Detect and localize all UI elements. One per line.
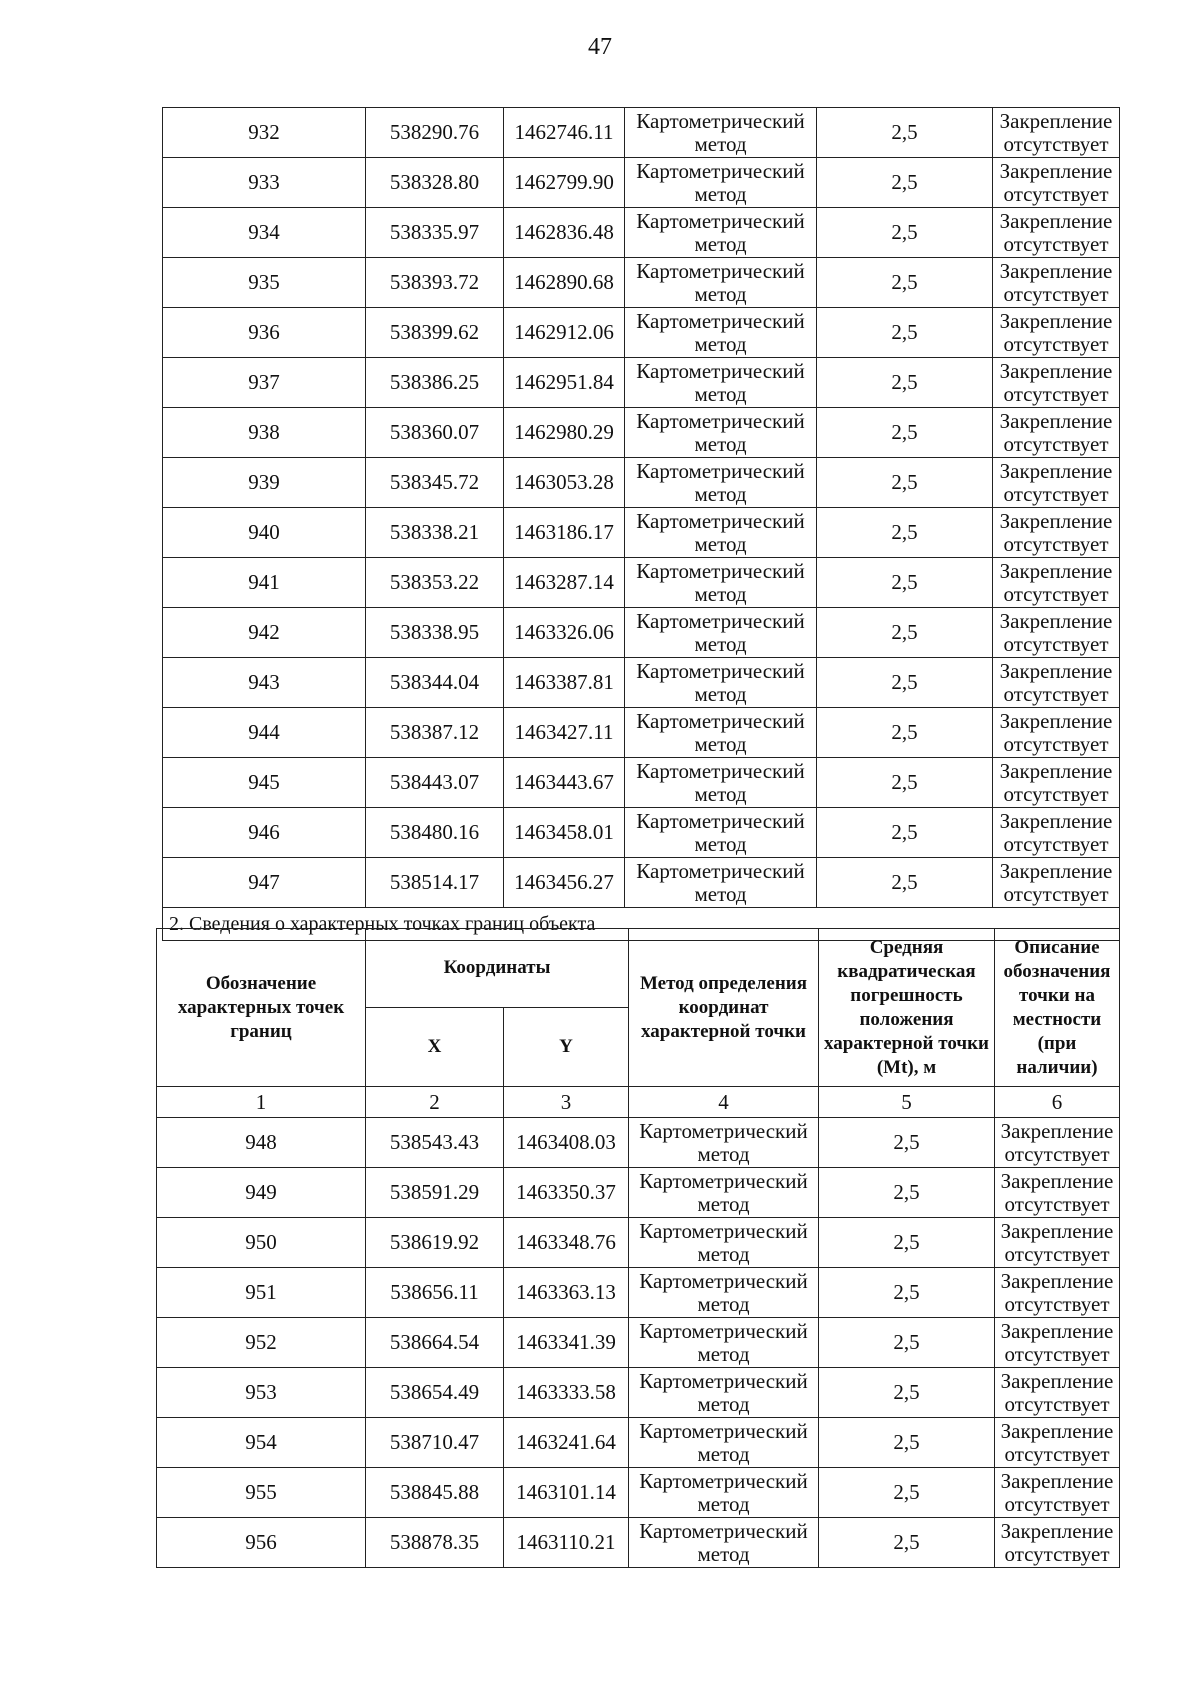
- error-value: 2,5: [817, 158, 993, 208]
- point-id: 941: [163, 558, 366, 608]
- method-line1: Картометрический: [636, 258, 805, 283]
- table-row: [163, 208, 1120, 258]
- table-row: [163, 858, 1120, 908]
- point-id: 954: [157, 1418, 366, 1468]
- table-row: [157, 1468, 1120, 1518]
- coord-x: 538386.25: [366, 358, 504, 408]
- description-line1: Закрепление: [999, 858, 1113, 883]
- method-cell: [625, 658, 817, 708]
- description-line1: Закрепление: [1000, 1118, 1114, 1143]
- point-id: 951: [157, 1268, 366, 1318]
- table-body-bottom: [157, 1118, 1120, 1568]
- error-value: 2,5: [817, 458, 993, 508]
- method-line2: метод: [694, 581, 747, 606]
- description-line2: отсутствует: [1004, 1491, 1110, 1516]
- description-line1: Закрепление: [999, 308, 1113, 333]
- method-line2: метод: [697, 1141, 750, 1166]
- header-error: Средняя квадратическая погрешность положения характерной точки (Mt), м: [819, 929, 995, 1087]
- error-value: 2,5: [819, 1368, 995, 1418]
- description-cell: [993, 608, 1120, 658]
- description-line1: Закрепление: [999, 458, 1113, 483]
- description-line2: отсутствует: [1004, 1341, 1110, 1366]
- error-value: 2,5: [819, 1468, 995, 1518]
- method-line2: метод: [697, 1341, 750, 1366]
- column-numbers-row: [157, 1087, 1120, 1118]
- description-line1: Закрепление: [999, 758, 1113, 783]
- error-value: 2,5: [819, 1318, 995, 1368]
- method-line2: метод: [694, 181, 747, 206]
- error-value: 2,5: [817, 308, 993, 358]
- column-number: 2: [366, 1087, 504, 1118]
- method-line2: метод: [694, 681, 747, 706]
- boundary-points-table-continued: [162, 107, 1120, 941]
- description-cell: [995, 1118, 1120, 1168]
- coord-x: 538360.07: [366, 408, 504, 458]
- coord-y: 1463053.28: [504, 458, 625, 508]
- coord-y: 1463287.14: [504, 558, 625, 608]
- coord-x: 538656.11: [366, 1268, 504, 1318]
- table-row: [163, 558, 1120, 608]
- point-id: 932: [163, 108, 366, 158]
- error-value: 2,5: [817, 758, 993, 808]
- description-line2: отсутствует: [1004, 1241, 1110, 1266]
- description-cell: [993, 208, 1120, 258]
- coord-x: 538710.47: [366, 1418, 504, 1468]
- point-id: 944: [163, 708, 366, 758]
- description-line1: Закрепление: [999, 508, 1113, 533]
- error-value: 2,5: [817, 108, 993, 158]
- error-value: 2,5: [819, 1268, 995, 1318]
- method-line1: Картометрический: [636, 508, 805, 533]
- description-line1: Закрепление: [999, 358, 1113, 383]
- description-cell: [993, 108, 1120, 158]
- coord-y: 1463186.17: [504, 508, 625, 558]
- method-cell: [625, 808, 817, 858]
- coord-y: 1462890.68: [504, 258, 625, 308]
- point-id: 956: [157, 1518, 366, 1568]
- table-row: [163, 358, 1120, 408]
- coord-y: 1463427.11: [504, 708, 625, 758]
- method-cell: [625, 258, 817, 308]
- method-line1: Картометрический: [639, 1118, 808, 1143]
- error-value: 2,5: [819, 1418, 995, 1468]
- error-value: 2,5: [819, 1118, 995, 1168]
- description-cell: [993, 408, 1120, 458]
- description-line1: Закрепление: [999, 258, 1113, 283]
- section-title: 2. Сведения о характерных точках границ объекта: [163, 908, 1120, 941]
- description-line1: Закрепление: [999, 208, 1113, 233]
- table-row: [163, 658, 1120, 708]
- table-row: [163, 408, 1120, 458]
- header-designation: Обозначение характерных точек границ: [157, 929, 366, 1087]
- coord-y: 1463456.27: [504, 858, 625, 908]
- error-value: 2,5: [817, 508, 993, 558]
- point-id: 953: [157, 1368, 366, 1418]
- column-number: 4: [629, 1087, 819, 1118]
- method-line1: Картометрический: [636, 158, 805, 183]
- coord-x: 538393.72: [366, 258, 504, 308]
- coord-x: 538664.54: [366, 1318, 504, 1368]
- coord-y: 1463408.03: [504, 1118, 629, 1168]
- method-line1: Картометрический: [639, 1268, 808, 1293]
- method-cell: [625, 308, 817, 358]
- table-row: [163, 758, 1120, 808]
- point-id: 938: [163, 408, 366, 458]
- column-number: 5: [819, 1087, 995, 1118]
- method-line2: метод: [694, 131, 747, 156]
- table-row: [163, 808, 1120, 858]
- method-line1: Картометрический: [639, 1418, 808, 1443]
- description-line2: отсутствует: [1004, 1541, 1110, 1566]
- method-line1: Картометрический: [636, 358, 805, 383]
- coord-y: 1463443.67: [504, 758, 625, 808]
- point-id: 937: [163, 358, 366, 408]
- coord-x: 538345.72: [366, 458, 504, 508]
- method-line2: метод: [697, 1191, 750, 1216]
- method-line2: метод: [697, 1241, 750, 1266]
- description-cell: [995, 1218, 1120, 1268]
- method-cell: [629, 1218, 819, 1268]
- method-cell: [629, 1468, 819, 1518]
- point-id: 934: [163, 208, 366, 258]
- point-id: 935: [163, 258, 366, 308]
- method-line1: Картометрический: [636, 658, 805, 683]
- method-line1: Картометрический: [636, 808, 805, 833]
- table-row: [157, 1268, 1120, 1318]
- method-cell: [625, 158, 817, 208]
- description-line2: отсутствует: [1004, 1391, 1110, 1416]
- coord-x: 538845.88: [366, 1468, 504, 1518]
- coord-y: 1463387.81: [504, 658, 625, 708]
- method-line2: метод: [697, 1391, 750, 1416]
- header-description: Описание обозначения точки на местности (при наличии): [995, 929, 1120, 1087]
- description-line1: Закрепление: [1000, 1168, 1114, 1193]
- table-row: [157, 1368, 1120, 1418]
- method-cell: [625, 208, 817, 258]
- method-line2: метод: [694, 431, 747, 456]
- point-id: 950: [157, 1218, 366, 1268]
- method-cell: [629, 1518, 819, 1568]
- table-header: [157, 929, 1120, 1118]
- coord-x: 538480.16: [366, 808, 504, 858]
- description-line2: отсутствует: [1003, 231, 1109, 256]
- description-cell: [993, 708, 1120, 758]
- method-cell: [629, 1318, 819, 1368]
- method-line1: Картометрический: [639, 1468, 808, 1493]
- description-line2: отсутствует: [1003, 631, 1109, 656]
- point-id: 933: [163, 158, 366, 208]
- method-line2: метод: [697, 1491, 750, 1516]
- table-row: [163, 458, 1120, 508]
- table-row: [163, 258, 1120, 308]
- description-line1: Закрепление: [1000, 1318, 1114, 1343]
- description-cell: [995, 1368, 1120, 1418]
- method-line1: Картометрический: [636, 208, 805, 233]
- coord-x: 538619.92: [366, 1218, 504, 1268]
- error-value: 2,5: [817, 858, 993, 908]
- description-line1: Закрепление: [999, 708, 1113, 733]
- method-cell: [625, 108, 817, 158]
- method-cell: [625, 508, 817, 558]
- coord-y: 1463363.13: [504, 1268, 629, 1318]
- error-value: 2,5: [817, 408, 993, 458]
- method-cell: [629, 1418, 819, 1468]
- coord-x: 538328.80: [366, 158, 504, 208]
- description-line2: отсутствует: [1004, 1191, 1110, 1216]
- coord-y: 1462836.48: [504, 208, 625, 258]
- description-cell: [993, 858, 1120, 908]
- table-row: [157, 1168, 1120, 1218]
- description-cell: [993, 758, 1120, 808]
- description-line1: Закрепление: [1000, 1368, 1114, 1393]
- description-cell: [993, 158, 1120, 208]
- method-line2: метод: [694, 331, 747, 356]
- method-line1: Картометрический: [636, 758, 805, 783]
- description-line2: отсутствует: [1003, 531, 1109, 556]
- error-value: 2,5: [817, 658, 993, 708]
- coord-y: 1463350.37: [504, 1168, 629, 1218]
- method-cell: [625, 858, 817, 908]
- coord-x: 538387.12: [366, 708, 504, 758]
- error-value: 2,5: [819, 1218, 995, 1268]
- error-value: 2,5: [819, 1518, 995, 1568]
- table-row: [163, 708, 1120, 758]
- method-line2: метод: [697, 1441, 750, 1466]
- coord-x: 538399.62: [366, 308, 504, 358]
- point-id: 942: [163, 608, 366, 658]
- point-id: 939: [163, 458, 366, 508]
- method-line2: метод: [694, 831, 747, 856]
- point-id: 943: [163, 658, 366, 708]
- description-line2: отсутствует: [1004, 1291, 1110, 1316]
- coord-y: 1463110.21: [504, 1518, 629, 1568]
- description-cell: [995, 1318, 1120, 1368]
- description-line1: Закрепление: [1000, 1218, 1114, 1243]
- description-line2: отсутствует: [1003, 681, 1109, 706]
- method-cell: [625, 408, 817, 458]
- boundary-points-table: [156, 928, 1120, 1568]
- description-line1: Закрепление: [1000, 1268, 1114, 1293]
- table-row: [157, 1418, 1120, 1468]
- coord-x: 538878.35: [366, 1518, 504, 1568]
- table-row: [157, 1218, 1120, 1268]
- method-cell: [625, 458, 817, 508]
- description-line1: Закрепление: [1000, 1418, 1114, 1443]
- method-line2: метод: [694, 231, 747, 256]
- method-line2: метод: [694, 781, 747, 806]
- coord-y: 1462912.06: [504, 308, 625, 358]
- method-line1: Картометрический: [636, 458, 805, 483]
- coord-y: 1462951.84: [504, 358, 625, 408]
- description-line2: отсутствует: [1003, 731, 1109, 756]
- table-row: [163, 158, 1120, 208]
- error-value: 2,5: [817, 608, 993, 658]
- coord-x: 538335.97: [366, 208, 504, 258]
- table-body-top: [163, 108, 1120, 908]
- point-id: 949: [157, 1168, 366, 1218]
- description-line2: отсутствует: [1003, 181, 1109, 206]
- error-value: 2,5: [819, 1168, 995, 1218]
- coord-x: 538344.04: [366, 658, 504, 708]
- description-cell: [995, 1268, 1120, 1318]
- error-value: 2,5: [817, 258, 993, 308]
- coord-y: 1463241.64: [504, 1418, 629, 1468]
- description-cell: [993, 808, 1120, 858]
- error-value: 2,5: [817, 808, 993, 858]
- description-line1: Закрепление: [999, 158, 1113, 183]
- description-cell: [993, 658, 1120, 708]
- method-cell: [625, 708, 817, 758]
- description-line1: Закрепление: [999, 108, 1113, 133]
- coord-x: 538338.21: [366, 508, 504, 558]
- method-line2: метод: [694, 631, 747, 656]
- method-line2: метод: [694, 531, 747, 556]
- page-number: 47: [588, 34, 612, 60]
- description-line2: отсутствует: [1003, 481, 1109, 506]
- description-line2: отсутствует: [1003, 281, 1109, 306]
- description-line2: отсутствует: [1003, 831, 1109, 856]
- method-line2: метод: [697, 1291, 750, 1316]
- description-line2: отсутствует: [1003, 781, 1109, 806]
- point-id: 946: [163, 808, 366, 858]
- point-id: 955: [157, 1468, 366, 1518]
- coord-x: 538514.17: [366, 858, 504, 908]
- method-line2: метод: [694, 381, 747, 406]
- method-line2: метод: [697, 1541, 750, 1566]
- method-line1: Картометрический: [636, 858, 805, 883]
- description-cell: [993, 308, 1120, 358]
- method-line2: метод: [694, 731, 747, 756]
- coord-x: 538290.76: [366, 108, 504, 158]
- description-cell: [995, 1418, 1120, 1468]
- method-cell: [629, 1118, 819, 1168]
- method-line1: Картометрический: [636, 608, 805, 633]
- description-cell: [995, 1468, 1120, 1518]
- method-line1: Картометрический: [639, 1368, 808, 1393]
- header-x: X: [366, 1008, 504, 1087]
- description-cell: [993, 358, 1120, 408]
- table-row: [163, 108, 1120, 158]
- method-line2: метод: [694, 281, 747, 306]
- description-line1: Закрепление: [999, 608, 1113, 633]
- method-line1: Картометрический: [636, 408, 805, 433]
- column-number: 3: [504, 1087, 629, 1118]
- method-cell: [629, 1268, 819, 1318]
- method-cell: [625, 758, 817, 808]
- coord-y: 1462746.11: [504, 108, 625, 158]
- description-cell: [995, 1518, 1120, 1568]
- point-id: 945: [163, 758, 366, 808]
- method-line2: метод: [694, 481, 747, 506]
- description-cell: [993, 458, 1120, 508]
- header-coordinates: Координаты: [366, 929, 629, 1008]
- coord-y: 1463348.76: [504, 1218, 629, 1268]
- coord-x: 538338.95: [366, 608, 504, 658]
- error-value: 2,5: [817, 208, 993, 258]
- coord-y: 1463101.14: [504, 1468, 629, 1518]
- description-line1: Закрепление: [1000, 1468, 1114, 1493]
- description-cell: [993, 558, 1120, 608]
- description-cell: [993, 258, 1120, 308]
- method-line1: Картометрический: [636, 708, 805, 733]
- coord-x: 538654.49: [366, 1368, 504, 1418]
- description-line2: отсутствует: [1004, 1141, 1110, 1166]
- table-row: [157, 1118, 1120, 1168]
- method-cell: [629, 1368, 819, 1418]
- header-method: Метод определения координат характерной точки: [629, 929, 819, 1087]
- table-row: [163, 508, 1120, 558]
- method-line1: Картометрический: [639, 1518, 808, 1543]
- method-line1: Картометрический: [639, 1218, 808, 1243]
- coord-y: 1462980.29: [504, 408, 625, 458]
- description-line2: отсутствует: [1003, 131, 1109, 156]
- coord-x: 538591.29: [366, 1168, 504, 1218]
- method-line1: Картометрический: [636, 558, 805, 583]
- error-value: 2,5: [817, 558, 993, 608]
- description-line2: отсутствует: [1003, 881, 1109, 906]
- description-line2: отсутствует: [1003, 331, 1109, 356]
- error-value: 2,5: [817, 708, 993, 758]
- table-row: [163, 608, 1120, 658]
- method-cell: [629, 1168, 819, 1218]
- point-id: 947: [163, 858, 366, 908]
- header-y: Y: [504, 1008, 629, 1087]
- table-row: [157, 1318, 1120, 1368]
- method-line2: метод: [694, 881, 747, 906]
- description-line1: Закрепление: [999, 558, 1113, 583]
- table-row: [163, 308, 1120, 358]
- method-line1: Картометрический: [636, 108, 805, 133]
- coord-x: 538543.43: [366, 1118, 504, 1168]
- description-line1: Закрепление: [1000, 1518, 1114, 1543]
- description-line2: отсутствует: [1003, 381, 1109, 406]
- description-line2: отсутствует: [1003, 581, 1109, 606]
- description-line2: отсутствует: [1004, 1441, 1110, 1466]
- method-cell: [625, 358, 817, 408]
- coord-x: 538443.07: [366, 758, 504, 808]
- description-cell: [995, 1168, 1120, 1218]
- point-id: 936: [163, 308, 366, 358]
- coord-x: 538353.22: [366, 558, 504, 608]
- table-row: [157, 1518, 1120, 1568]
- description-line1: Закрепление: [999, 658, 1113, 683]
- coord-y: 1463326.06: [504, 608, 625, 658]
- method-line1: Картометрический: [639, 1168, 808, 1193]
- description-line2: отсутствует: [1003, 431, 1109, 456]
- coord-y: 1462799.90: [504, 158, 625, 208]
- coord-y: 1463341.39: [504, 1318, 629, 1368]
- coord-y: 1463458.01: [504, 808, 625, 858]
- error-value: 2,5: [817, 358, 993, 408]
- method-cell: [625, 558, 817, 608]
- description-line1: Закрепление: [999, 408, 1113, 433]
- method-line1: Картометрический: [639, 1318, 808, 1343]
- point-id: 948: [157, 1118, 366, 1168]
- point-id: 952: [157, 1318, 366, 1368]
- point-id: 940: [163, 508, 366, 558]
- coord-y: 1463333.58: [504, 1368, 629, 1418]
- description-line1: Закрепление: [999, 808, 1113, 833]
- column-number: 6: [995, 1087, 1120, 1118]
- method-line1: Картометрический: [636, 308, 805, 333]
- column-number: 1: [157, 1087, 366, 1118]
- description-cell: [993, 508, 1120, 558]
- method-cell: [625, 608, 817, 658]
